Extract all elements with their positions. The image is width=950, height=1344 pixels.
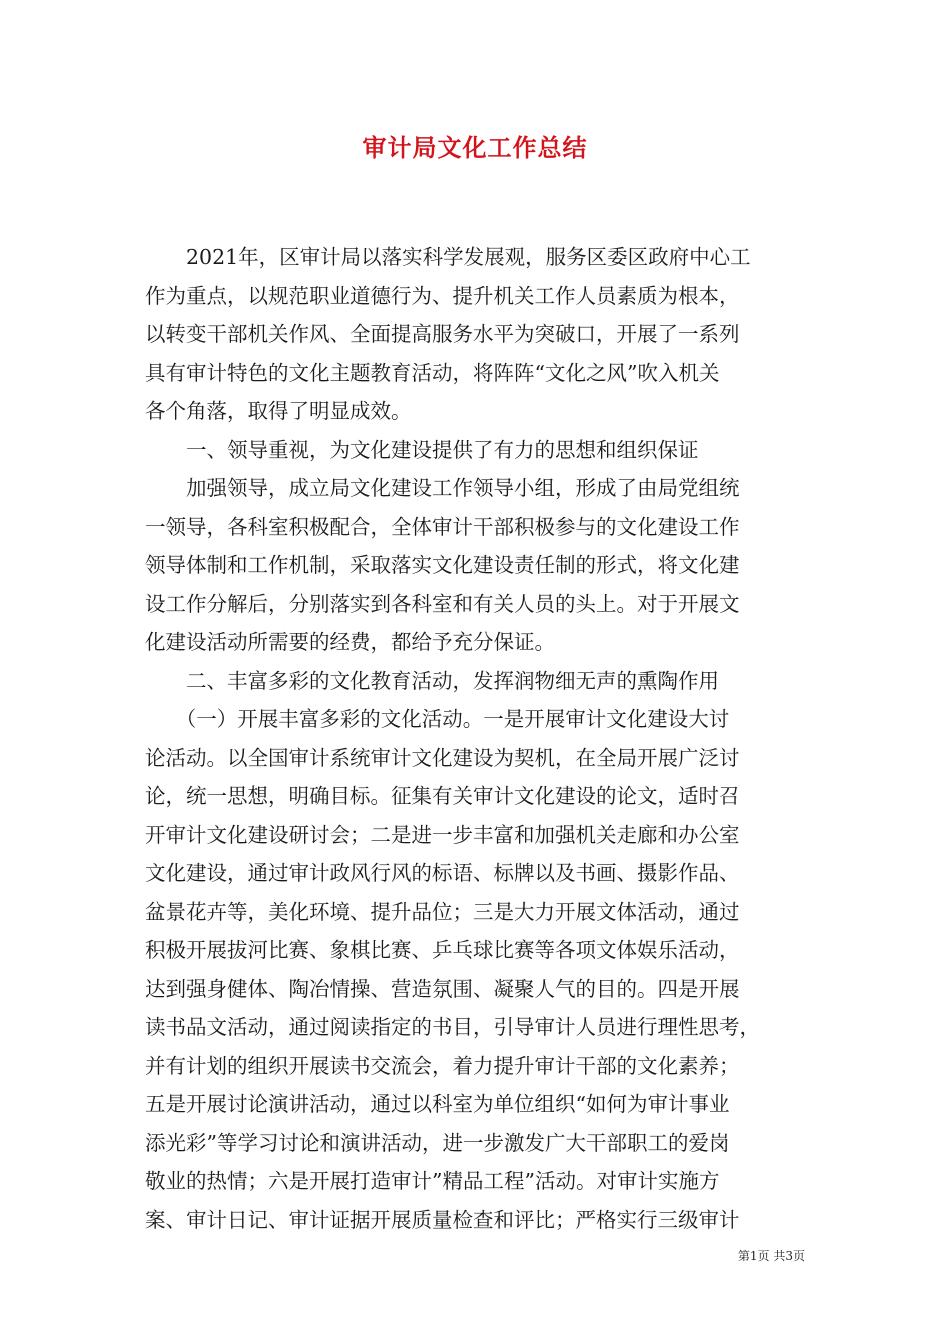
body-line: 案、审计日记、审计证据开展质量检查和评比；严格实行三级审计 (145, 1207, 740, 1232)
body-line: （一）开展丰富多彩的文化活动。一是开展审计文化建设大讨 (145, 707, 730, 731)
body-line: 敬业的热情；六是开展打造审计”精品工程”活动。对审计实施方 (145, 1169, 720, 1193)
body-line: 论活动。以全国审计系统审计文化建设为契机，在全局开展广泛讨 (145, 745, 740, 770)
page-number: 第1页 共3页 (737, 1249, 805, 1263)
body-line: 2021年，区审计局以落实科学发展观，服务区委区政府中心工 (145, 245, 751, 269)
body-line: 化建设活动所需要的经费，都给予充分保证。 (145, 630, 555, 654)
body-line: 开审计文化建设研讨会；二是进一步丰富和加强机关走廊和办公室 (145, 822, 740, 847)
body-line: 设工作分解后，分别落实到各科室和有关人员的头上。对于开展文 (145, 591, 740, 616)
body-line: 五是开展讨论演讲活动，通过以科室为单位组织“如何为审计事业 (145, 1092, 730, 1116)
body-line: 文化建设，通过审计政风行风的标语、标牌以及书画、摄影作品、 (145, 861, 740, 885)
body-line: 领导体制和工作机制，采取落实文化建设责任制的形式，将文化建 (145, 553, 740, 577)
body-line: 并有计划的组织开展读书交流会，着力提升审计干部的文化素养； (145, 1053, 740, 1078)
body-line: 论，统一思想，明确目标。征集有关审计文化建设的论文，适时召 (145, 784, 740, 808)
document-title: 审计局文化工作总结 (362, 133, 588, 162)
body-line: 达到强身健体、陶冶情操、营造氛围、凝聚人气的目的。四是开展 (145, 976, 740, 1001)
body-line: 加强领导，成立局文化建设工作领导小组，形成了由局党组统 (145, 476, 740, 500)
body-line: 作为重点，以规范职业道德行为、提升机关工作人员素质为根本， (145, 283, 740, 308)
body-line: 各个角落，取得了明显成效。 (145, 399, 412, 423)
document-body (145, 238, 805, 1239)
body-line: 具有审计特色的文化主题教育活动，将阵阵“文化之风”吹入机关 (145, 360, 720, 385)
section-heading: 一、领导重视，为文化建设提供了有力的思想和组织保证 (145, 437, 699, 462)
body-line: 盆景花卉等，美化环境、提升品位；三是大力开展文体活动，通过 (145, 899, 740, 924)
section-heading: 二、丰富多彩的文化教育活动，发挥润物细无声的熏陶作用 (145, 668, 719, 693)
body-line: 添光彩”等学习讨论和演讲活动，进一步激发广大干部职工的爱岗 (145, 1130, 730, 1155)
body-line: 以转变干部机关作风、全面提高服务水平为突破口，开展了一系列 (145, 322, 740, 346)
body-line: 一领导，各科室积极配合，全体审计干部积极参与的文化建设工作 (145, 514, 740, 539)
body-line: 积极开展拔河比赛、象棋比赛、乒乓球比赛等各项文体娱乐活动， (145, 938, 740, 962)
body-line: 读书品文活动，通过阅读指定的书目，引导审计人员进行理性思考， (145, 1015, 760, 1039)
